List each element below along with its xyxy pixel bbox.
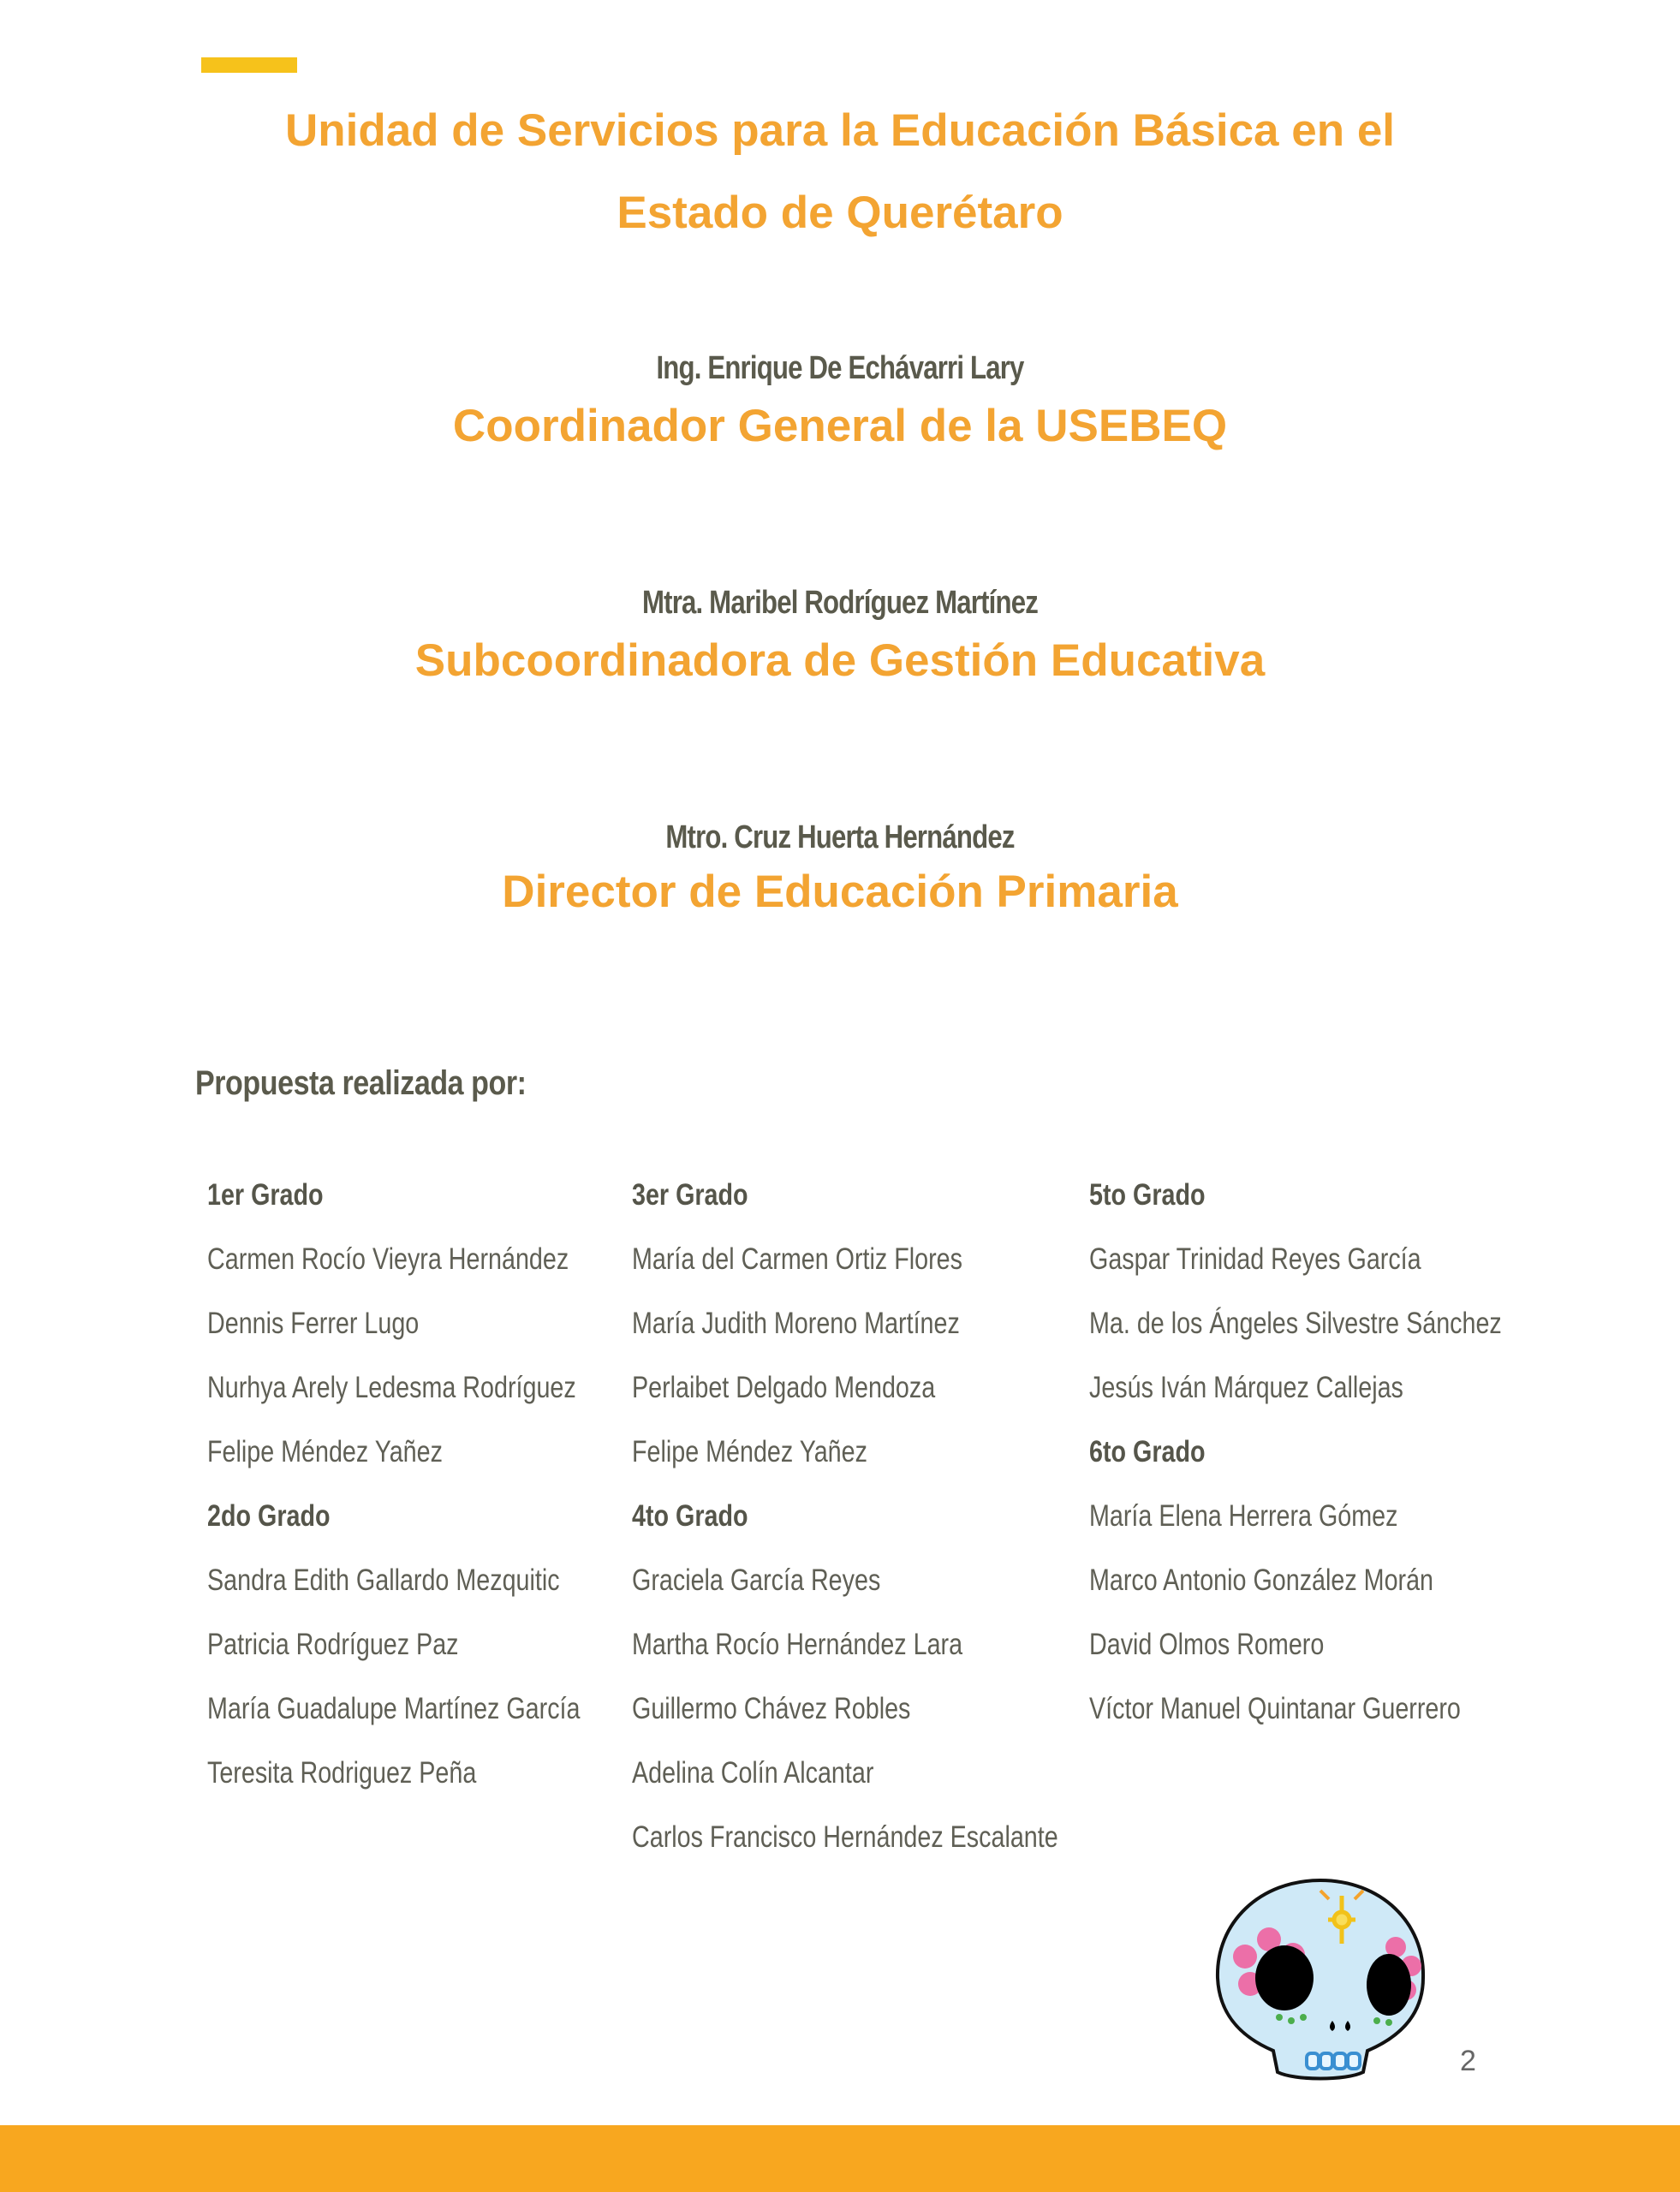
author-name: Graciela García Reyes: [632, 1564, 881, 1597]
author-name: Teresita Rodriguez Peña: [207, 1756, 477, 1790]
official-block: [0, 810, 1680, 920]
author-name: Felipe Méndez Yañez: [207, 1435, 443, 1468]
author-name: Carmen Rocío Vieyra Hernández: [207, 1242, 569, 1276]
bottom-accent-bar: [0, 2125, 1680, 2192]
official-block: [0, 575, 1680, 692]
author-name: Nurhya Arely Ledesma Rodríguez: [207, 1371, 576, 1404]
title-line-2: Estado de Querétaro: [617, 188, 1063, 238]
top-accent-bar: [201, 57, 297, 73]
author-name: Marco Antonio González Morán: [1089, 1564, 1434, 1597]
author-name: Víctor Manuel Quintanar Guerrero: [1089, 1692, 1461, 1725]
author-name: Felipe Méndez Yañez: [632, 1435, 867, 1468]
author-name: María del Carmen Ortiz Flores: [632, 1242, 962, 1276]
official-name: Mtra. Maribel Rodríguez Martínez: [642, 585, 1038, 621]
credits-column-3: [1089, 1175, 1593, 1753]
grade-heading: 6to Grado: [1089, 1435, 1206, 1468]
author-name: Adelina Colín Alcantar: [632, 1756, 874, 1790]
official-block: [0, 341, 1680, 457]
author-name: Sandra Edith Gallardo Mezquitic: [207, 1564, 560, 1597]
author-name: David Olmos Romero: [1089, 1628, 1325, 1661]
document-title: [0, 90, 1680, 254]
author-name: Martha Rocío Hernández Lara: [632, 1628, 963, 1661]
credits-heading: Propuesta realizada por:: [195, 1064, 527, 1102]
author-name: Patricia Rodríguez Paz: [207, 1628, 459, 1661]
title-line-1: Unidad de Servicios para la Educación Básica en el: [284, 105, 1396, 156]
author-name: Gaspar Trinidad Reyes García: [1089, 1242, 1421, 1276]
author-name: Ma. de los Ángeles Silvestre Sánchez: [1089, 1307, 1502, 1340]
author-name: Guillermo Chávez Robles: [632, 1692, 911, 1725]
official-name: Mtro. Cruz Huerta Hernández: [665, 819, 1015, 855]
grade-heading: 3er Grado: [632, 1178, 748, 1212]
author-name: Jesús Iván Márquez Callejas: [1089, 1371, 1403, 1404]
author-name: Perlaibet Delgado Mendoza: [632, 1371, 936, 1404]
grade-heading: 4to Grado: [632, 1499, 748, 1533]
grade-heading: 5to Grado: [1089, 1178, 1206, 1212]
official-role: Coordinador General de la USEBEQ: [452, 401, 1228, 451]
credits-column-1: [207, 1175, 662, 1817]
author-name: María Judith Moreno Martínez: [632, 1307, 960, 1340]
grade-heading: 2do Grado: [207, 1499, 331, 1533]
sugar-skull-icon: [1209, 1875, 1432, 2081]
credits-column-2: [632, 1175, 1152, 1881]
official-role: Director de Educación Primaria: [502, 867, 1178, 917]
author-name: María Guadalupe Martínez García: [207, 1692, 581, 1725]
grade-heading: 1er Grado: [207, 1178, 324, 1212]
author-name: María Elena Herrera Gómez: [1089, 1499, 1398, 1533]
official-role: Subcoordinadora de Gestión Educativa: [414, 635, 1266, 686]
author-name: Dennis Ferrer Lugo: [207, 1307, 420, 1340]
page-number: 2: [1460, 2045, 1476, 2077]
author-name: Carlos Francisco Hernández Escalante: [632, 1820, 1058, 1854]
official-name: Ing. Enrique De Echávarri Lary: [656, 350, 1024, 386]
